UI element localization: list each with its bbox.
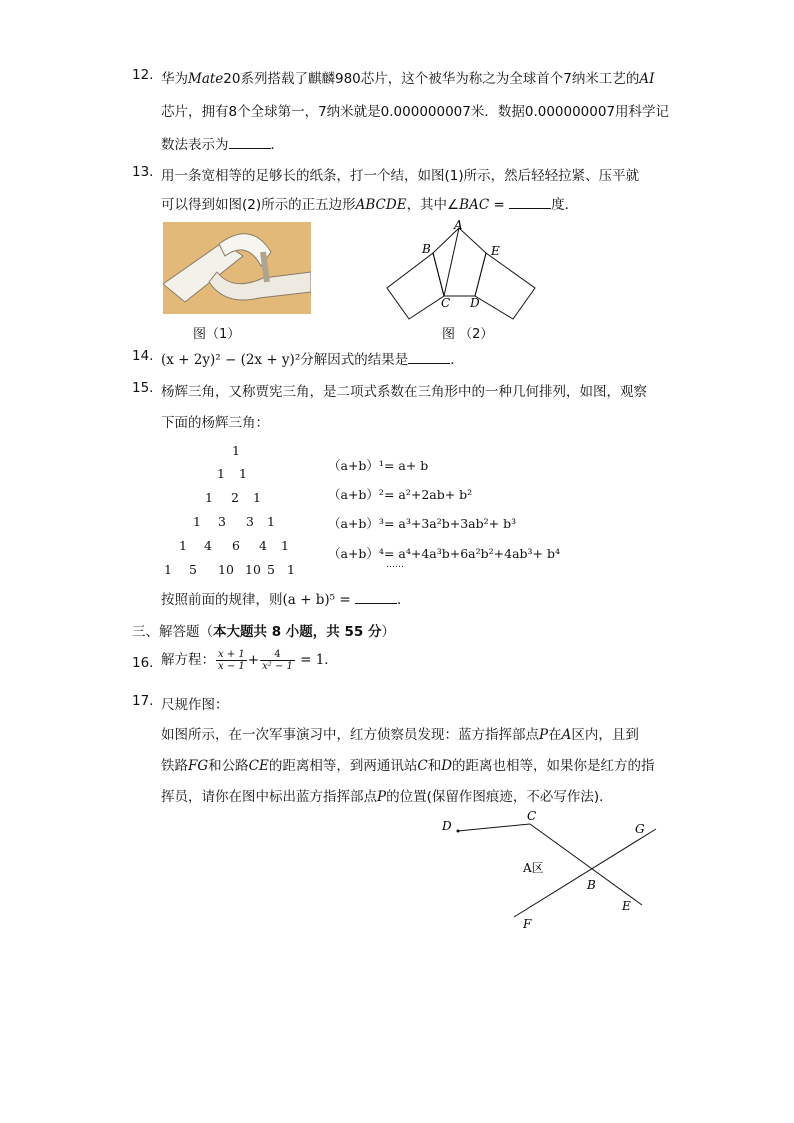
question-number: 16. [132,655,154,671]
question-number: 12. [132,67,154,83]
question-text-line: 杨辉三角，又称贾宪三角，是二项式系数在三角形中的一种几何排列，如图，观察 [161,384,647,400]
binomial-expansion: （a+b）⁴= a⁴+4a³b+6a²b²+4ab³+ b⁴ [328,546,560,561]
label-C: C [441,296,451,310]
label-E: E [622,899,631,913]
label-D: D [470,296,480,310]
math-expression: (x + 2y)² − (2x + y)² [161,352,301,368]
answer-blank[interactable] [355,602,397,604]
question-text-line: 数法表示为 ． [161,137,284,153]
question-text-line: 可以得到如图(2)所示的正五边形ABCDE，其中∠BAC = 度． [161,197,579,213]
fraction: $\frac{x + 1}{x - 1}$ [218,648,245,672]
question-text-line: 铁路FG和公路CE的距离相等，到两通讯站C和D的距离也相等，如果你是红方的指 [161,758,655,774]
paper-knot-photo [163,222,311,314]
question-text-line: 用一条宽相等的足够长的纸条，打一个结，如图(1)所示，然后轻轻拉紧、压平就 [161,168,640,184]
triangle-number: 10 [245,562,261,577]
triangle-number: 3 [218,514,226,529]
construction-diagram [430,808,670,938]
triangle-number: 1 [193,514,201,529]
question-number: 17. [132,693,154,709]
triangle-number: 1 [179,538,187,553]
pentagon-diagram [380,216,540,326]
answer-blank[interactable] [509,207,551,209]
label-region-A: A区 [523,861,544,875]
fraction: $\frac{4}{\text{x² − 1}}$ [262,648,293,672]
triangle-number: 4 [204,538,212,553]
triangle-number: 1 [267,514,275,529]
triangle-number: 1 [239,466,247,481]
question-number: 15. [132,380,154,396]
figure-caption: 图 （2） [442,327,494,342]
binomial-expansion: （a+b）¹= a+ b [328,458,429,473]
triangle-number: 1 [205,490,213,505]
binomial-expansion: （a+b）³= a³+3a²b+3ab²+ b³ [328,516,517,531]
label-D: D [442,819,452,833]
triangle-number: 6 [232,538,240,553]
triangle-number: 5 [189,562,197,577]
ellipsis: …… [386,560,404,570]
question-text-line: 华为Mate20系列搭载了麒麟980芯片，这个被华为称之为全球首个7纳米工艺的AI [161,71,655,87]
triangle-number: 4 [259,538,267,553]
triangle-number: 1 [253,490,261,505]
triangle-number: 1 [232,443,240,458]
label-E: E [491,244,500,258]
question-text-line: (x + 2y)² − (2x + y)²分解因式的结果是 ． [161,352,464,368]
triangle-number: 1 [164,562,172,577]
question-text-line: 按照前面的规律，则(a + b)⁵ = ． [161,592,411,608]
section-title: 三、解答题（本大题共 8 小题，共 55 分） [132,624,395,640]
answer-blank[interactable] [229,147,271,149]
triangle-number: 2 [231,490,239,505]
figure-caption: 图（1） [193,327,241,342]
label-F: F [523,917,532,931]
label-C: C [527,809,537,823]
triangle-number: 10 [218,562,234,577]
question-text-line: 芯片，拥有8个全球第一，7纳米就是0.000000007米．数据0.000000007用科学记 [161,104,670,120]
question-text-line: 如图所示，在一次军事演习中，红方侦察员发现：蓝方指挥部点P在A区内，且到 [161,727,639,743]
question-text-line: 挥员，请你在图中标出蓝方指挥部点P的位置(保留作图痕迹，不必写作法)． [161,789,613,805]
question-text-line: 尺规作图： [161,697,229,713]
question-number: 14. [132,348,154,364]
triangle-number: 1 [287,562,295,577]
label-B: B [587,878,596,892]
binomial-expansion: （a+b）²= a²+2ab+ b² [328,487,473,502]
triangle-number: 5 [267,562,275,577]
question-number: 13. [132,164,154,180]
answer-blank[interactable] [408,362,450,364]
question-text-line: 解方程： $\frac{x + 1}{x - 1}$ + $\frac{4}{\text{x² − 1}}$ = 1． [161,648,338,672]
label-A: A [454,218,463,232]
label-B: B [422,242,431,256]
question-text-line: 下面的杨辉三角： [161,415,269,431]
triangle-number: 1 [281,538,289,553]
triangle-number: 3 [246,514,254,529]
triangle-number: 1 [217,466,225,481]
label-G: G [635,822,645,836]
